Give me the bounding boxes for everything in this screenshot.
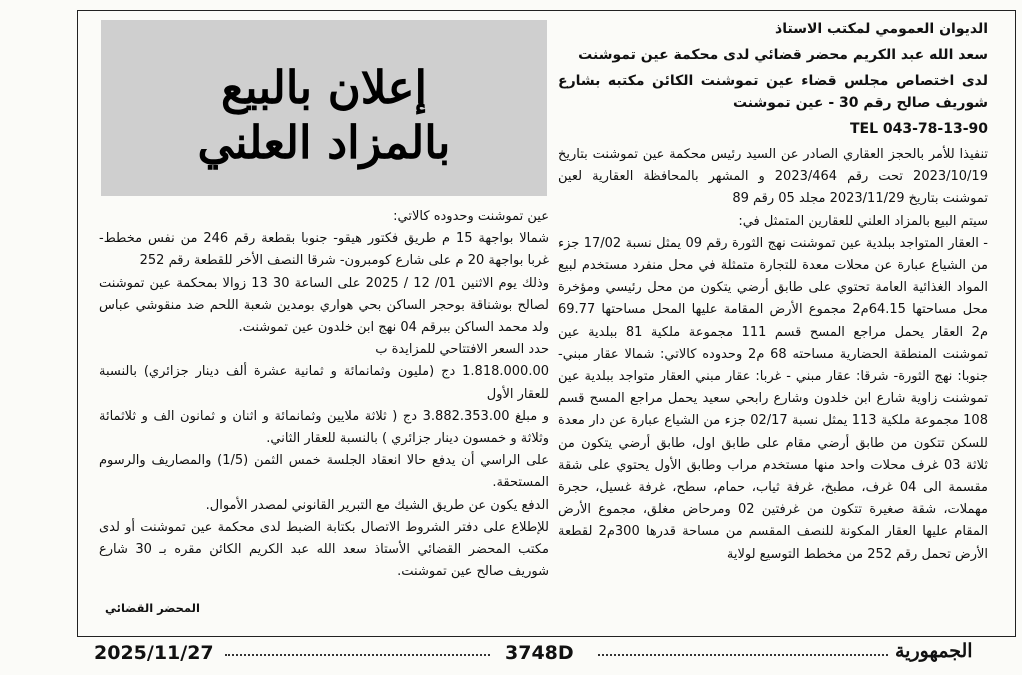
- signature: المحضر القضائي: [105, 601, 200, 615]
- paragraph: - العقار المتواجد ببلدية عين تموشنت نهج الثورة رقم 09 يمثل نسبة 17/02 جزء من الشياع عبارة عن محلات معدة للتجارة متمثلة في محل منفرد مستخدم لبيع المواد الغذائية العامة تحتوي على طابق أرضي يتكون من محل رئيسي ومؤخرة محل مساحتها 64.15م2 مجموع الأرض المقامة عليها المحل مساحتها 69.77 م2 العقار يحمل مراجع المسح قسم 111 مجموعة ملكية 81 ببلدية عين تموشنت المنطقة الحضارية مساحته 68 م2 وحدوده كالاتي: شمالا عقار مبني- جنوبا: نهج الثورة- شرقا: عقار مبني - غربا: عقار مبني العقار متواجد ببلدية عين تموشنت زاوية شارع ابن خلدون وشارع رابحي سعيد يحمل مراجع المسح قسم 108 مجموعة ملكية 113 يمثل نسبة 02/17 جزء من الشياع عبارة عن دار معدة للسكن تتكون من طابق أرضي مقام على طابق اول، طابق أرضي يتكون من ثلاثة 03 غرف محلات واحد منها مستخدم مراب وطابق الأول يحتوي على شقة مقسمة الى 04 غرف، مطبخ، غرفة ثياب، حمام، سطح، غرفة غسيل، حجرة مهملات، شقة صغيرة تتكون من غرفتين 02 ومرحاض مغلق، مجموع الأرض المقام عليها العقار المكونة للنصف المقسم من مساحة قدرها 300م2 لقطعة الأرض تحمل رقم 252 من مخطط التوسيع لولاية: [558, 235, 989, 562]
- paragraph: عين تموشنت وحدوده كالاتي:: [393, 209, 549, 224]
- phone-number: TEL 043-78-13-90: [849, 121, 988, 137]
- left-column: [99, 206, 549, 583]
- paragraph: شمالا بواجهة 15 م طريق فكتور هيقو- جنوبا بقطعة رقم 246 من نفس مخطط- غربا بواجهة 20 م على شارع كومبرون- شرقا النصف الأخر للقطعة رقم 252: [99, 231, 549, 269]
- issue-number: 3748D: [505, 642, 574, 664]
- title-line-2: بالمزاد العلني: [197, 116, 451, 169]
- office-heading: الديوان العمومي لمكتب الاستاذ: [775, 21, 988, 37]
- paragraph: و مبلغ 3.882.353.00 دج ( ثلاثة ملايين وثمانمائة و اثنان و ثمانون الف و ثلاثمائة وثلاثة و خمسون دينار جزائري ) بالنسبة للعقار الثاني.: [99, 408, 549, 447]
- paragraph: الدفع يكون عن طريق الشيك مع التبرير القانوني لمصدر الأموال.: [205, 497, 549, 513]
- paragraph: حدد السعر الافتتاحي للمزايدة ب: [375, 342, 549, 358]
- paragraph: 1.818.000.00 دج (مليون وثمانمائة و ثمانية عشرة ألف دينار جزائري) بالنسبة للعقار الأول: [99, 364, 549, 402]
- right-column: [558, 18, 988, 566]
- footer-divider: [598, 654, 888, 656]
- title-line-1: إعلان بالبيع: [221, 61, 427, 114]
- bailiff-heading: سعد الله عبد الكريم محضر قضائي لدى محكمة عين تموشنت: [578, 47, 988, 63]
- paragraph: تنفيذا للأمر بالحجز العقاري الصادر عن السيد رئيس محكمة عين تموشنت بتاريخ 2023/10/19 تحت رقم 2023/464 و المشهر بالمحافظة العقارية لعين تموشنت بتاريخ 2023/11/29 مجلد 05 رقم 89: [558, 147, 988, 207]
- paragraph: على الراسي أن يدفع حالا انعقاد الجلسة خمس الثمن (1/5) والمصاريف والرسوم المستحقة.: [99, 453, 549, 491]
- title-box: [101, 20, 547, 196]
- paragraph: سيتم البيع بالمزاد العلني للعقارين المتمثل في:: [738, 213, 988, 229]
- footer-divider: [225, 654, 490, 656]
- publication-date: 2025/11/27: [94, 642, 214, 664]
- paragraph: للإطلاع على دفتر الشروط الاتصال بكتابة الضبط لدى محكمة عين تموشنت أو لدى مكتب المحضر القضائي الأستاذ سعد الله عبد الكريم الكائن مقره بـ 30 شارع شوريف صالح عين تموشنت.: [99, 519, 549, 580]
- newspaper-name: الجمهورية: [895, 640, 973, 662]
- jurisdiction-heading: لدى اختصاص مجلس قضاء عين تموشنت الكائن مكتبه بشارع شوريف صالح رقم 30 - عين تموشنت: [558, 73, 988, 111]
- paragraph: وذلك يوم الاثنين 01/ 12 / 2025 على الساعة 30 13 زوالا بمحكمة عين تموشنت لصالح بوشناقة بوحجر الساكن بحي هواري بومدين شعبة اللحم ضد منقوشي عباس ولد محمد الساكن ببرقم 04 نهج ابن خلدون عين تموشنت.: [99, 275, 549, 336]
- ad-title: [101, 60, 547, 170]
